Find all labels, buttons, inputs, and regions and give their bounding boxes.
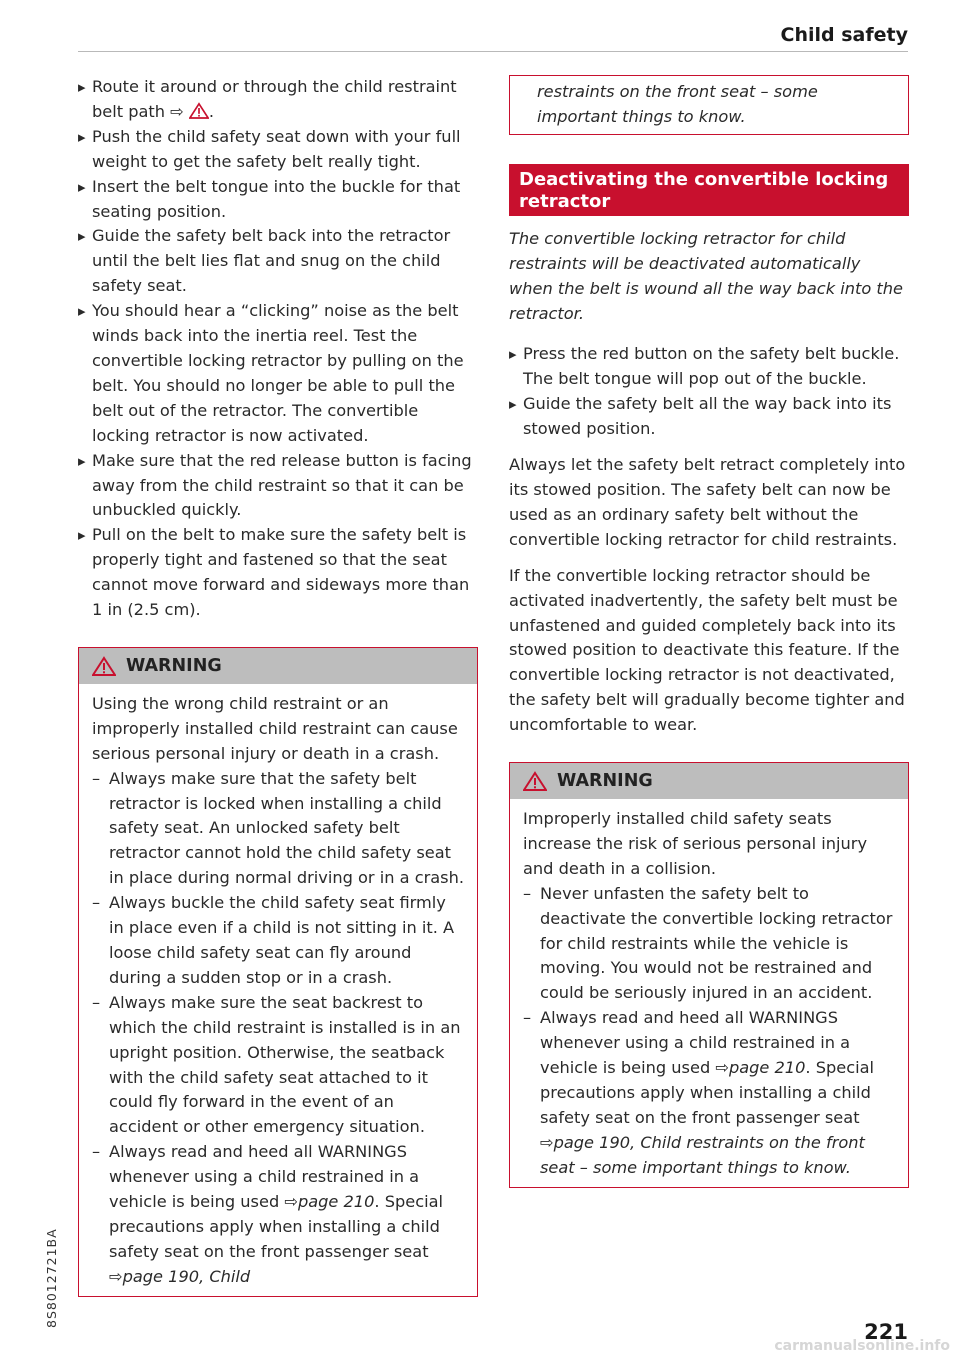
left-step: ▸ Make sure that the red release button is facing away from the child restraint so that it can be unbuckled quickly. [78,449,478,524]
left-warning-box [78,647,478,1297]
warning-triangle-icon [523,771,547,791]
cross-reference-arrow-icon: ⇨ [170,101,184,121]
page-reference-link[interactable]: ⇨page 190, Child [109,1266,251,1286]
page-reference-link[interactable]: ⇨page 190, Child restraints on the front seat – some important things to know. [540,1132,865,1177]
section-intro: The convertible locking retractor for child restraints will be deactivated automatically when the belt is wound all the way back into the retractor. [509,228,903,323]
page-reference-link[interactable]: ⇨page 210 [715,1058,806,1078]
document-id: 8S8012721BA [44,1228,59,1328]
warning-item: – Always make sure the seat backrest to which the child restraint is installed is in an upright position. Otherwise, the seatback with the child safety seat attached to it could fly forward in the event of an accident or other emergency situation. [92,991,464,1140]
paragraph: If the convertible locking retractor should be activated inadvertently, the safety belt must be unfastened and guided completely back into its stowed position to deactivate this feature. If the convertible locking retractor is not deactivated, the safety belt will gradually become tighter and uncomfortable to wear. [509,565,905,735]
warning-title: WARNING [126,655,222,676]
warning-triangle-icon[interactable] [189,102,209,119]
page-reference-link[interactable]: ⇨page 210 [284,1192,375,1212]
warning-item: – Always read and heed all WARNINGS whenever using a child restrained in a vehicle is being used ⇨page 210. Special precautions apply when installing a child safety seat on the front passenger seat ⇨page 190, Child restraints on the front seat – some important things to know. [523,1006,895,1180]
right-column [509,75,909,1188]
warning-intro: Improperly installed child safety seats increase the risk of serious personal injury and death in a collision. [523,809,868,878]
page-number: 221 [864,1320,908,1344]
warning-body [510,799,908,1187]
warning-item: – Always make sure that the safety belt retractor is locked when installing a child safety seat. An unlocked safety belt retractor cannot hold the child safety seat in place during normal driving or in a crash. [92,767,464,892]
right-warning-box [509,762,909,1188]
cross-reference-arrow-icon: ⇨ [109,1266,123,1286]
left-step: ▸ Insert the belt tongue into the buckle for that seating position. [78,175,478,225]
paragraph: Always let the safety belt retract completely into its stowed position. The safety belt can now be used as an ordinary safety belt without the convertible locking retractor for child restraints. [509,455,906,549]
left-step: ▸ Pull on the belt to make sure the safety belt is properly tight and fastened so that the seat cannot move forward and sideways more than 1 in (2.5 cm). [78,523,478,623]
cross-reference-arrow-icon: ⇨ [284,1192,298,1212]
left-step-list [78,75,478,623]
cross-reference-arrow-icon: ⇨ [715,1058,729,1078]
right-step: ▸ Press the red button on the safety belt buckle. The belt tongue will pop out of the buckle. [509,342,909,392]
section-heading: Deactivating the convertible locking retractor [509,164,909,216]
warning-item-list [92,767,464,1290]
left-step: ▸ Push the child safety seat down with your full weight to get the safety belt really tight. [78,125,478,175]
left-step: ▸ You should hear a “clicking” noise as the belt winds back into the inertia reel. Test the convertible locking retractor by pulling on the belt. You should no longer be able to pull the belt out of the retractor. The convertible locking retractor is now activated. [78,299,478,448]
warning-title: WARNING [557,771,653,792]
warning-triangle-icon [92,656,116,676]
header-rule [78,51,908,52]
warning-item-list [523,882,895,1181]
right-step-list [509,342,909,442]
watermark: carmanualsonline.info [774,1338,950,1354]
warning-item: – Always read and heed all WARNINGS whenever using a child restrained in a vehicle is being used ⇨page 210. Special precautions apply when installing a child safety seat on the front passenger seat ⇨page 190, Child [92,1140,464,1289]
warning-header [510,763,908,799]
left-step: ▸ Guide the safety belt back into the retractor until the belt lies flat and snug on the child safety seat. [78,224,478,299]
left-column [78,75,478,1297]
continued-warning-box: restraints on the front seat – some important things to know. [509,75,909,135]
warning-header [79,648,477,684]
header-title: Child safety [780,24,908,46]
cross-reference-arrow-icon: ⇨ [540,1132,554,1152]
warning-item: – Never unfasten the safety belt to deactivate the convertible locking retractor for child restraints while the vehicle is moving. You would not be restrained and could be seriously injured in an accident. [523,882,895,1007]
left-step: ▸ Route it around or through the child restraint belt path ⇨ . [78,75,478,125]
right-step: ▸ Guide the safety belt all the way back into its stowed position. [509,392,909,442]
warning-item: – Always buckle the child safety seat firmly in place even if a child is not sitting in it. A loose child safety seat can fly around during a sudden stop or in a crash. [92,891,464,991]
warning-intro: Using the wrong child restraint or an improperly installed child restraint can cause serious personal injury or death in a crash. [92,693,458,763]
warning-body [79,684,477,1296]
